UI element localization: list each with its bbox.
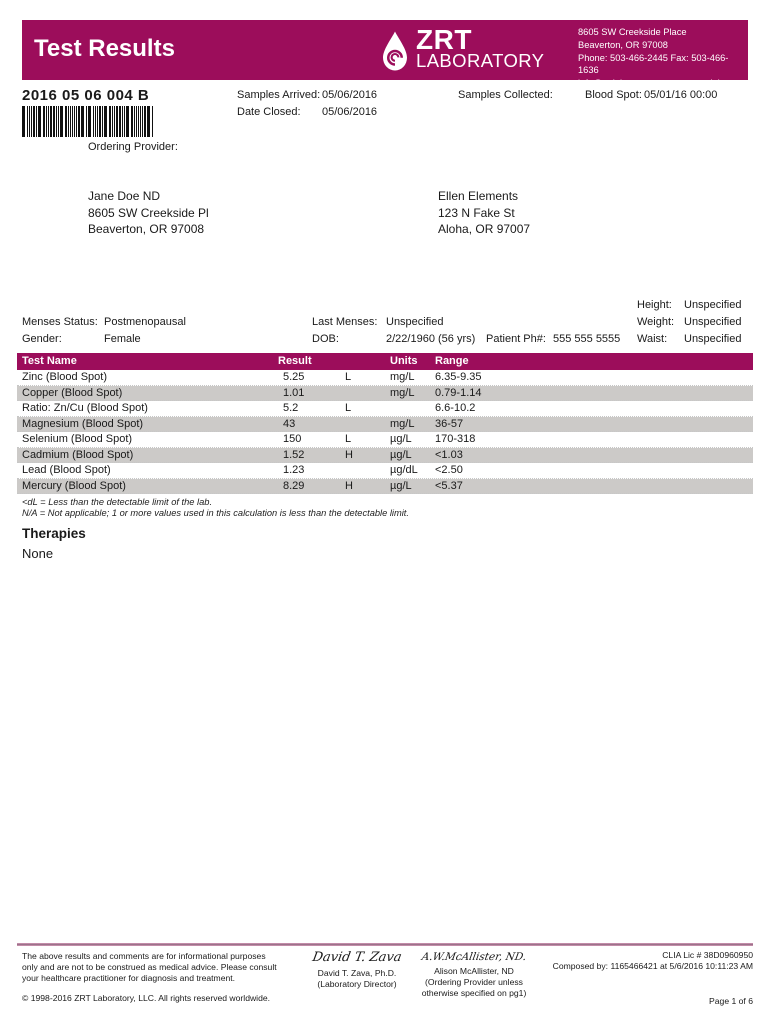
result-cell: 8.29 — [283, 479, 305, 492]
last-menses-label: Last Menses: — [312, 316, 378, 328]
therapies-value: None — [22, 546, 54, 561]
collected-datetime: 05/01/16 00:00 — [644, 89, 718, 101]
flag-cell: L — [345, 433, 352, 445]
lab-address-line2: Beaverton, OR 97008 — [578, 39, 668, 50]
flag-cell: H — [345, 479, 353, 492]
units-cell: µg/L — [390, 479, 412, 492]
range-cell: <5.37 — [435, 479, 463, 492]
result-cell: 43 — [283, 417, 296, 430]
provider-address-line2: Beaverton, OR 97008 — [88, 222, 205, 236]
result-cell: 5.2 — [283, 402, 299, 414]
table-row — [17, 417, 753, 433]
menses-status-value: Postmenopausal — [104, 316, 186, 328]
ordering-provider-signature-script: A.W.McAllister, ND. — [420, 951, 528, 963]
flag-cell: L — [345, 402, 352, 414]
test-name-cell: Copper (Blood Spot) — [22, 386, 123, 399]
composed-id: 1165466421 — [610, 961, 658, 971]
dob-label: DOB: — [312, 333, 339, 345]
range-cell: 36-57 — [435, 417, 464, 430]
weight-label: Weight: — [637, 316, 675, 328]
table-row — [17, 370, 753, 386]
gender-value: Female — [104, 333, 141, 345]
footer-right-block — [540, 950, 753, 1007]
samples-arrived-value: 05/06/2016 — [322, 89, 378, 101]
range-cell: <1.03 — [435, 448, 463, 461]
patient-address-block — [438, 188, 530, 238]
units-cell: mg/L — [390, 371, 415, 383]
provider-name: Jane Doe ND — [88, 189, 161, 203]
footer-divider — [17, 943, 753, 946]
range-cell: 6.35-9.35 — [435, 371, 482, 383]
range-cell: 170-318 — [435, 433, 476, 445]
units-cell: µg/dL — [390, 464, 418, 476]
test-name-cell: Selenium (Blood Spot) — [22, 433, 133, 445]
footer-disclaimer: The above results and comments are for informational purposes only and are not to be construed as medical advice. Please consult your healthcare practitioner for diagnosis and treatment. — [22, 951, 277, 983]
waist-label: Waist: — [637, 333, 668, 345]
ordering-provider-name: Alison McAllister, ND — [434, 966, 514, 976]
range-cell: 0.79-1.14 — [435, 386, 482, 399]
lab-director-name: David T. Zava, Ph.D. — [317, 968, 397, 978]
col-test-name: Test Name — [22, 355, 77, 367]
test-name-cell: Ratio: Zn/Cu (Blood Spot) — [22, 402, 148, 414]
range-cell: <2.50 — [435, 464, 463, 476]
units-cell: mg/L — [390, 417, 415, 430]
patient-phone-label: Patient Ph#: — [486, 333, 546, 345]
therapies-heading: Therapies — [22, 526, 86, 541]
result-cell: 1.52 — [283, 448, 305, 461]
samples-arrived-label: Samples Arrived: — [237, 89, 321, 101]
droplet-logo-icon — [380, 26, 410, 79]
test-name-cell: Cadmium (Blood Spot) — [22, 448, 134, 461]
flag-cell: H — [345, 448, 353, 461]
range-cell: 6.6-10.2 — [435, 402, 476, 414]
lab-address-line1: 8605 SW Creekside Place — [578, 27, 687, 37]
col-result: Result — [278, 355, 312, 367]
last-menses-value: Unspecified — [386, 316, 444, 328]
menses-status-label: Menses Status: — [22, 316, 98, 328]
gender-label: Gender: — [22, 333, 62, 345]
composed-at: at 5/6/2016 10:11:23 AM — [659, 961, 753, 971]
date-closed-value: 05/06/2016 — [322, 106, 378, 118]
table-row — [17, 432, 753, 448]
patient-name: Ellen Elements — [438, 189, 519, 203]
units-cell: µg/L — [390, 448, 412, 461]
units-cell: µg/L — [390, 433, 412, 445]
samples-collected-label: Samples Collected: — [458, 89, 553, 101]
brand-name: ZRT — [416, 24, 472, 55]
footnote-na: N/A = Not applicable; 1 or more values used in this calculation is less than the detectable limit. — [22, 508, 409, 518]
signature-lab-director — [296, 950, 418, 990]
test-name-cell: Magnesium (Blood Spot) — [22, 417, 144, 430]
patient-address-line1: 123 N Fake St — [438, 205, 515, 220]
lab-email: info@zrtlab.com — [578, 78, 646, 89]
zrt-logo — [380, 26, 544, 79]
units-cell: mg/L — [390, 386, 415, 399]
brand-subname: LABORATORY — [416, 50, 545, 71]
collected-type: Blood Spot: — [585, 89, 642, 101]
lab-phone-fax: Phone: 503-466-2445 Fax: 503-466-1636 — [578, 52, 729, 76]
table-row — [17, 401, 753, 417]
table-row — [17, 463, 753, 479]
results-table-header — [17, 353, 753, 370]
col-range: Range — [435, 355, 469, 367]
test-name-cell: Lead (Blood Spot) — [22, 464, 111, 476]
result-cell: 5.25 — [283, 371, 305, 383]
composed-label: Composed by: — [552, 961, 609, 971]
test-name-cell: Mercury (Blood Spot) — [22, 479, 126, 492]
report-header-bar — [22, 20, 748, 89]
ordering-provider-label: Ordering Provider: — [88, 141, 178, 153]
brand-text — [416, 26, 544, 71]
dob-value: 2/22/1960 (56 yrs) — [386, 333, 476, 345]
sample-id: 2016 05 06 004 B — [22, 87, 150, 104]
result-cell: 1.23 — [283, 464, 305, 476]
lab-website: www.zrtlab.com — [677, 78, 743, 89]
height-label: Height: — [637, 299, 672, 311]
table-row — [17, 386, 753, 402]
signature-ordering-provider — [408, 951, 540, 999]
barcode — [22, 106, 168, 137]
weight-value: Unspecified — [684, 316, 742, 328]
result-cell: 1.01 — [283, 386, 305, 399]
col-units: Units — [390, 355, 418, 367]
test-name-cell: Zinc (Blood Spot) — [22, 371, 107, 383]
lab-director-signature-script: David T. Zava — [311, 950, 403, 965]
lab-contact-info — [578, 26, 743, 90]
footer-copyright: © 1998-2016 ZRT Laboratory, LLC. All rights reserved worldwide. — [22, 993, 271, 1003]
flag-cell: L — [345, 371, 352, 383]
lab-director-title: (Laboratory Director) — [317, 979, 397, 989]
footnote-dl: <dL = Less than the detectable limit of the lab. — [22, 497, 213, 507]
height-value: Unspecified — [684, 299, 742, 311]
table-row — [17, 448, 753, 464]
composed-line — [540, 961, 753, 972]
page-title: Test Results — [34, 35, 175, 62]
provider-address-block — [88, 188, 209, 238]
patient-phone-value: 555 555 5555 — [553, 333, 621, 345]
waist-value: Unspecified — [684, 333, 742, 345]
results-rows — [17, 370, 753, 494]
provider-address-line1: 8605 SW Creekside Pl — [88, 205, 209, 220]
ordering-provider-title: (Ordering Provider unless otherwise specified on pg1) — [421, 977, 527, 998]
patient-address-line2: Aloha, OR 97007 — [438, 222, 531, 236]
page-number: Page 1 of 6 — [709, 996, 753, 1006]
date-closed-label: Date Closed: — [237, 106, 301, 118]
clia-license: CLIA Lic # 38D0960950 — [662, 950, 753, 960]
result-cell: 150 — [283, 433, 302, 445]
table-row — [17, 479, 753, 495]
